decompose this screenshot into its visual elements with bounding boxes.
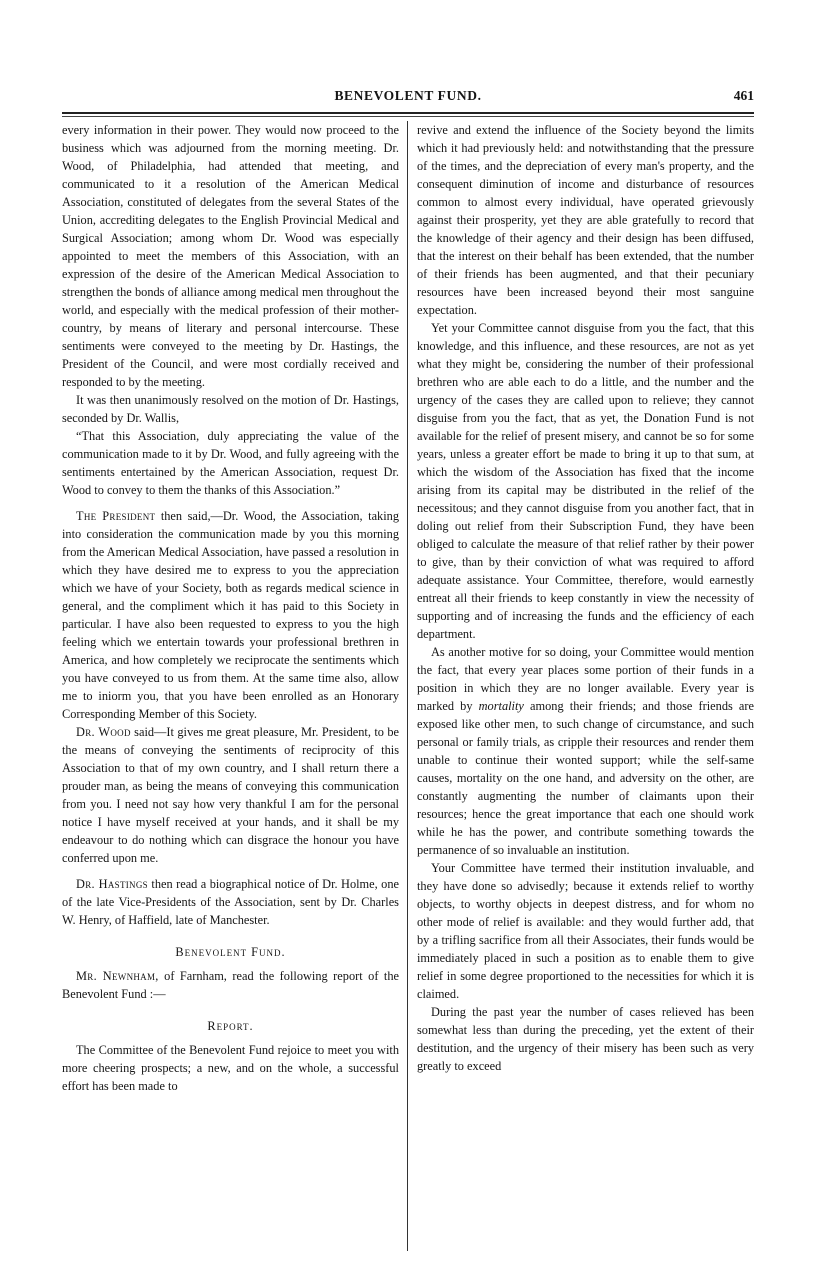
header-rule — [62, 112, 754, 114]
page-number: 461 — [733, 88, 754, 103]
paragraph: revive and extend the influence of the Society beyond the limits which it had previously held: and notwithstanding that the pressure of the times, and the depreciation of every man's property, and the consequent diminution of income and disturbance of resources common to almost every individual, have operated grievously against their prosperity, yet they are able gratefully to record that the knowledge of their agency and their design has been diffused, that the interest on their behalf has been extended, that the number of their friends has been augmented, and that their pecuniary resources have been increased beyond their most sanguine expectation. — [417, 123, 754, 317]
paragraph-text: then read a biographical notice of Dr. Holme, one of the late Vice-Presidents of the Association, sent by Dr. Charles W. Henry, of Haffield, late of Manchester. — [62, 877, 399, 927]
running-header — [62, 86, 754, 108]
quoted-resolution: “That this Association, duly appreciating the value of the communication made to it by Dr. Wood, and fully agreeing with the sentiments entertained by the American Association, request Dr. Wood to convey to them the thanks of this Association.” — [62, 429, 399, 497]
section-heading: Benevolent Fund. — [175, 945, 286, 959]
paragraph-text: As another motive for so doing, your Committee would mention the fact, that every year places some portion of their funds in a position in which they are no longer available. Every year is marked by — [417, 645, 754, 713]
paragraph — [62, 967, 399, 1003]
right-column — [417, 121, 754, 1075]
paragraph-text: said—It gives me great pleasure, Mr. President, to be the means of conveying the sentiments of reciprocity of this Association to that of my own country, and I shall return there a prouder man, as being the means of conveying this communication from you. I need not say how very thankful I am for the personal notice I have myself received at your hands, and it shall be my endeavour to do nothing which can disgrace the honour you have conferred upon me. — [62, 725, 399, 865]
paragraph-text: of Farnham, read the following report of the Benevolent Fund :— — [62, 969, 399, 1001]
speaker-name: The President — [76, 509, 156, 523]
paragraph: The Committee of the Benevolent Fund rejoice to meet you with more cheering prospects; a new, and on the whole, a successful effort has been made to — [62, 1043, 399, 1093]
paragraph: Your Committee have termed their institution invaluable, and they have done so advisedly; because it extends relief to worthy objects, to worthy objects in deepest distress, and for whom no other mode of relief is available: and they would further add, that by a trifling sacrifice from all their Associates, their funds would be immediately placed in such a position as to enable them to give relief in some degree proportioned to the necessities for which it is claimed. — [417, 861, 754, 1001]
paragraph: Yet your Committee cannot disguise from you the fact, that this knowledge, and this influence, and these resources, are not as yet what they might be, considering the number of their professional brethren who are able each to do a little, and the number and the urgency of the cases they are called upon to relieve; they cannot disguise from you the fact, that as yet, the Donation Fund is not available for the relief of present misery, and cannot be so for some years, unless a greater effort be made to bring it up to that sum, at which the wisdom of the Association has fixed that the income arising from its capital may be distributed in the relief of the necessitous; and they cannot disguise from you another fact, that in doling out relief from their Subscription Fund, they have been obliged to calculate the measure of that relief rather by their power to give, than by their conviction of what was required to afford adequate assistance. Your Committee, therefore, would earnestly entreat all their friends to keep constantly in view the necessity of supporting and of increasing the funds and the efficiency of each department. — [417, 321, 754, 641]
paragraph — [62, 507, 399, 723]
paragraph: It was then unanimously resolved on the motion of Dr. Hastings, seconded by Dr. Wallis, — [62, 393, 399, 425]
speaker-name: Dr. Wood — [76, 725, 131, 739]
column-divider — [407, 121, 408, 1251]
text-columns — [62, 121, 754, 1251]
paragraph-text: then said,—Dr. Wood, the Association, taking into consideration the communication made by you this morning from the American Medical Association, have passed a resolution in which they have desired me to express to you the appreciation which we have of your Society, both as regards medical science in general, and the compliment which it has paid to this Society in particular. I have also been requested to express to you the high feeling which we entertain towards your professional brethren in America, and how completely we reciprocate the sentiments which you have conveyed to us from them. At the same time also, allow me to iniorm you, that you have been enrolled as an Honorary Corresponding Member of this Society. — [62, 509, 400, 721]
section-heading: Report. — [207, 1019, 254, 1033]
paragraph — [62, 875, 399, 929]
header-rule-thin — [62, 116, 754, 117]
paragraph — [417, 643, 754, 859]
speaker-name: Mr. Newnham, — [76, 969, 159, 983]
paragraph: every information in their power. They would now proceed to the business which was adjourned from the morning meeting. Dr. Wood, of Philadelphia, had attended that meeting, and communicated to it a resolution of the American Medical Association, constituted of delegates from the several States of the Union, accrediting delegates to the English Provincial Medical and Surgical Association; among whom Dr. Wood was especially appointed to meet the members of this Association, with an expression of the desire of the American Medical Association to strengthen the bonds of alliance among medical men throughout the world, and especially with the medical profession of their mother-country, by means of literary and personal intercourse. These sentiments were conveyed to the meeting by Dr. Hastings, the President of the Council, and were most cordially received and responded to by the meeting. — [62, 123, 399, 389]
left-column — [62, 121, 399, 1095]
paragraph — [62, 723, 399, 867]
paragraph: During the past year the number of cases relieved has been somewhat less than during the preceding, yet the extent of their destitution, and the urgency of their misery has been such as very greatly to exceed — [417, 1005, 754, 1073]
paragraph-text: among their friends; and those friends are exposed like other men, to such change of circumstance, and such personal or family trials, as cripple their resources and render them unable to continue their wonted support; while the self-same causes, mortality on the one hand, and adversity on the other, are constantly augmenting the number of claimants upon their resources; hence the great importance that each one should work while he has the power, and contribute something towards the permanence of so invaluable an institution. — [417, 699, 755, 857]
speaker-name: Dr. Hastings — [76, 877, 148, 891]
running-title: BENEVOLENT FUND. — [334, 88, 482, 103]
emphasis: mortality — [478, 699, 524, 713]
page — [62, 86, 754, 1256]
